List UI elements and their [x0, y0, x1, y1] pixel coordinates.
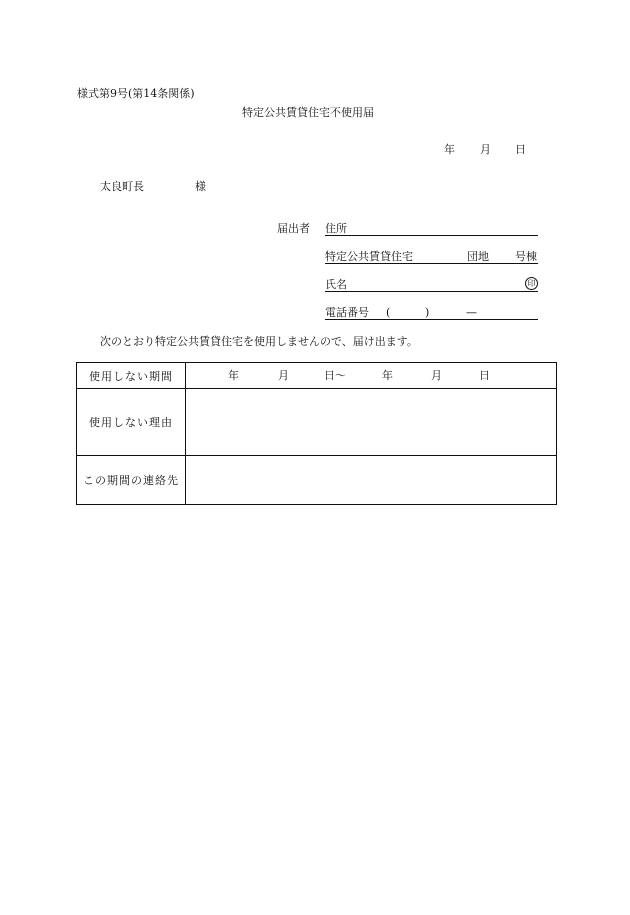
- phone-label: 電話番号: [325, 306, 369, 319]
- phone-field[interactable]: [325, 319, 538, 320]
- address-field[interactable]: [325, 235, 538, 236]
- form-number: 様式第9号(第14条関係): [77, 87, 195, 100]
- from-month: 月: [278, 369, 289, 382]
- reason-label: 使用しない理由: [77, 389, 186, 456]
- date-month: 月: [480, 143, 491, 156]
- table-row: [77, 363, 557, 389]
- form-table: [76, 362, 557, 505]
- housing-label: 特定公共賃貸住宅: [325, 250, 413, 263]
- name-label: 氏名: [325, 278, 347, 291]
- from-day: 日〜: [324, 369, 346, 382]
- housing-field[interactable]: [325, 263, 538, 264]
- phone-close-paren: ): [425, 306, 430, 319]
- table-row: [77, 456, 557, 505]
- seal-mark: 印: [525, 277, 538, 290]
- to-day: 日: [479, 369, 490, 382]
- applicant-label: 届出者: [277, 222, 310, 235]
- to-month: 月: [431, 369, 442, 382]
- contact-label: この期間の連絡先: [77, 456, 186, 505]
- date-year: 年: [444, 143, 455, 156]
- building-label: 号棟: [515, 250, 537, 263]
- date-day: 日: [515, 143, 526, 156]
- statement: 次のとおり特定公共賃貸住宅を使用しませんので、届け出ます。: [100, 335, 418, 348]
- phone-open-paren: (: [386, 306, 391, 319]
- reason-value[interactable]: [186, 389, 557, 456]
- phone-dash: —: [466, 306, 477, 319]
- danchi-label: 団地: [467, 250, 489, 263]
- addressee-name: 太良町長: [100, 180, 144, 193]
- table-row: [77, 389, 557, 456]
- period-value[interactable]: [186, 363, 557, 389]
- from-year: 年: [228, 369, 239, 382]
- period-label: 使用しない期間: [77, 363, 186, 389]
- address-label: 住所: [325, 222, 347, 235]
- name-field[interactable]: [325, 291, 538, 292]
- to-year: 年: [382, 369, 393, 382]
- contact-value[interactable]: [186, 456, 557, 505]
- page-title: 特定公共賃貸住宅不使用届: [242, 106, 374, 119]
- addressee-honorific: 様: [195, 180, 206, 193]
